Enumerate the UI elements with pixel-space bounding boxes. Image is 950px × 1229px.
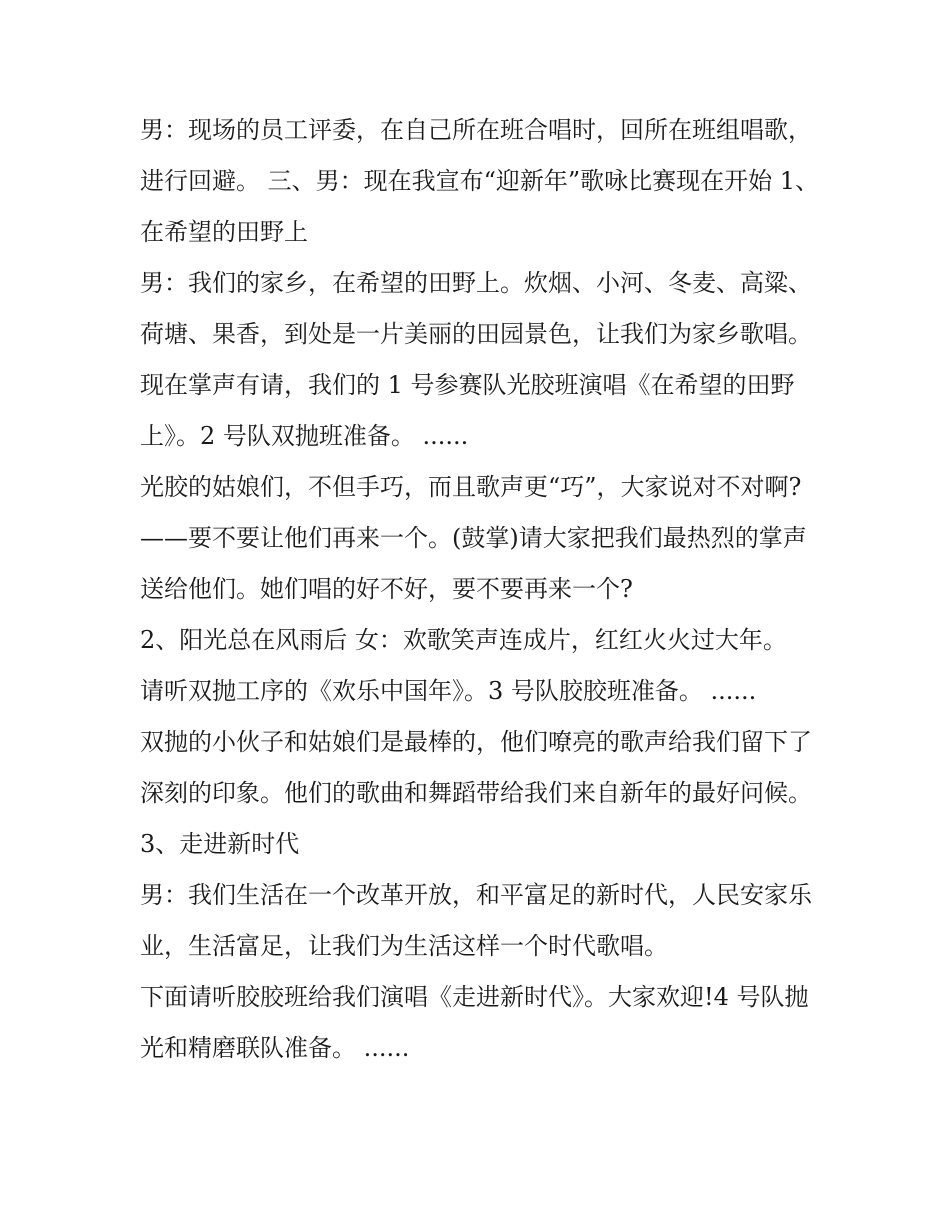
- paragraph-hometown-intro: 男：我们的家乡，在希望的田野上。炊烟、小河、冬麦、高粱、荷塘、果香，到处是一片美丽的田园景色，让我们为家乡歌唱。: [140, 269, 812, 348]
- paragraph-team-3-announcement: 下面请听胶胶班给我们演唱《走进新时代》。大家欢迎!4 号队抛光和精磨联队准备。 ......: [140, 983, 809, 1062]
- paragraph-team-1-announcement: 现在掌声有请，我们的 1 号参赛队光胶班演唱《在希望的田野上》。2 号队双抛班准备。 ......: [140, 371, 795, 450]
- paragraph-new-era-intro: 男：我们生活在一个改革开放，和平富足的新时代，人民安家乐业，生活富足，让我们为生活这样一个时代歌唱。: [140, 881, 812, 960]
- paragraph-song-2-intro: 2、阳光总在风雨后 女：欢歌笑声连成片，红红火火过大年。: [140, 626, 787, 654]
- paragraph-team-2-announcement: 请听双抛工序的《欢乐中国年》。3 号队胶胶班准备。 ......: [140, 677, 757, 705]
- document-body: [140, 105, 820, 1074]
- paragraph-shuangpao-praise: 双抛的小伙子和姑娘们是最棒的，他们嘹亮的歌声给我们留下了深刻的印象。他们的歌曲和舞蹈带给我们来自新年的最好问候。 3、走进新时代: [140, 728, 812, 858]
- paragraph-evaluator-recusal: 男：现场的员工评委，在自己所在班合唱时，回所在班组唱歌，进行回避。 三、男：现在我宣布“迎新年”歌咏比赛现在开始 1、在希望的田野上: [140, 116, 820, 246]
- paragraph-guangjiao-praise: 光胶的姑娘们，不但手巧，而且歌声更“巧”，大家说对不对啊?——要不要让他们再来一个。(鼓掌)请大家把我们最热烈的掌声送给他们。她们唱的好不好，要不要再来一个?: [140, 473, 807, 603]
